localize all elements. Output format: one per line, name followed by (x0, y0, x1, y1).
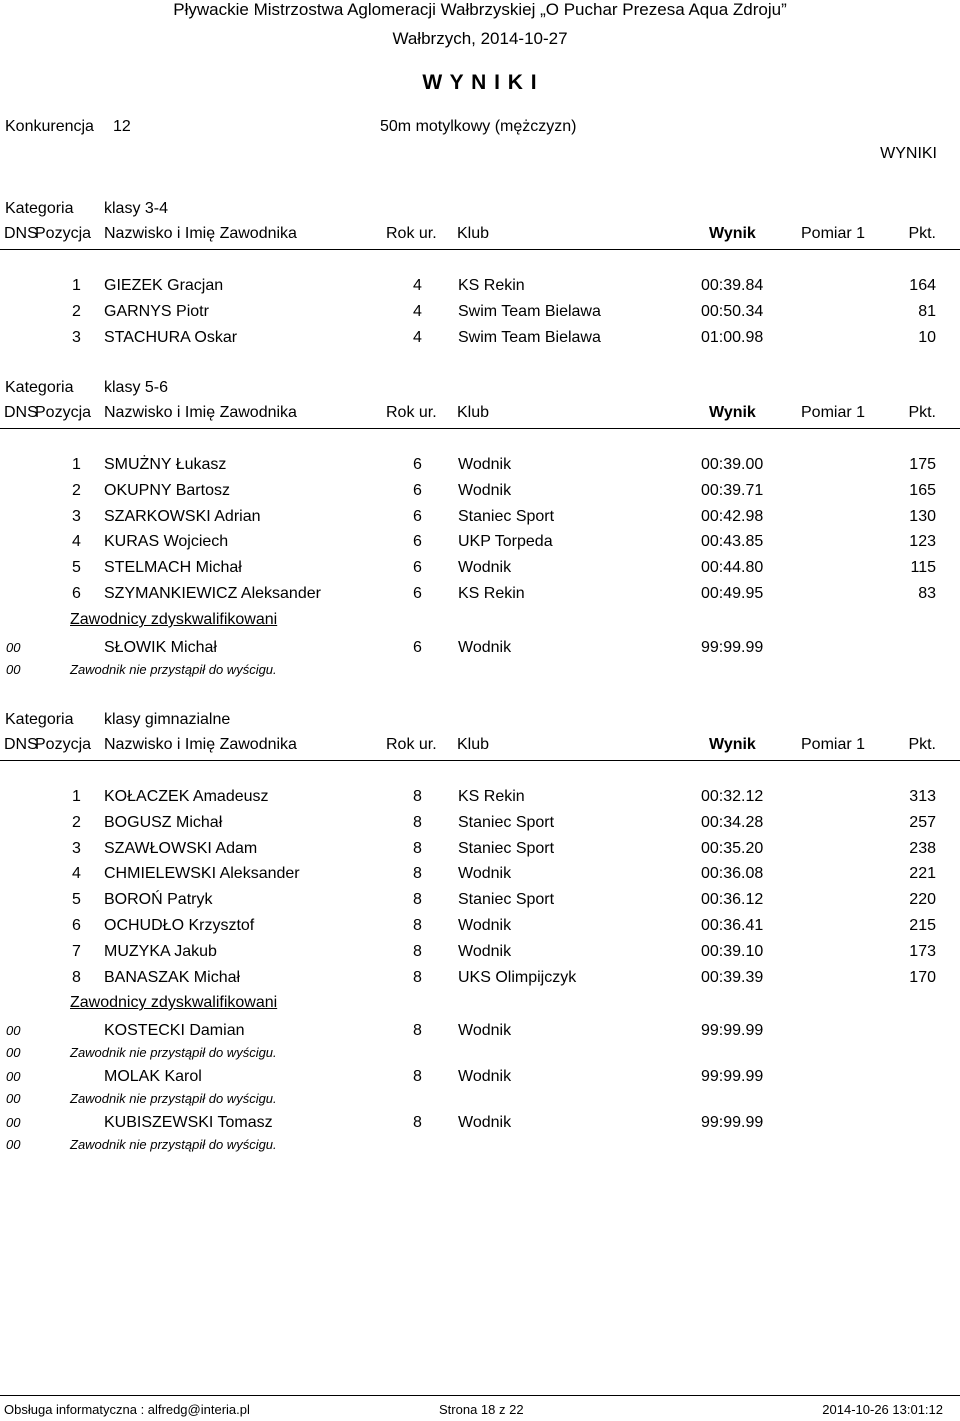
competition-title: Pływackie Mistrzostwa Aglomeracji Wałbrzyskiej „O Puchar Prezesa Aqua Zdroju” (173, 0, 787, 19)
result-time: 00:39.71 (701, 482, 764, 499)
athlete-name: KOSTECKI Damian (104, 1022, 245, 1039)
athlete-club: Wodnik (458, 1114, 512, 1131)
athlete-club: Staniec Sport (458, 508, 555, 525)
result-position: 2 (72, 814, 81, 831)
category-label: Kategoria (5, 711, 74, 728)
dq-note: Zawodnik nie przystąpił do wyścigu. (70, 1045, 277, 1060)
athlete-club: Wodnik (458, 482, 512, 499)
dq-note-code: 00 (6, 1137, 21, 1152)
result-points: 220 (909, 891, 936, 908)
athlete-year: 8 (413, 917, 422, 934)
dq-code: 00 (6, 1023, 21, 1038)
athlete-year: 8 (413, 814, 422, 831)
athlete-club: Staniec Sport (458, 814, 555, 831)
result-position: 5 (72, 891, 81, 908)
result-time: 00:50.34 (701, 303, 764, 320)
footer-divider (0, 1395, 960, 1396)
dq-note: Zawodnik nie przystąpił do wyścigu. (70, 662, 277, 677)
column-header-result: Wynik (709, 404, 756, 421)
result-time: 00:43.85 (701, 533, 764, 550)
column-header-points: Pkt. (908, 736, 936, 753)
result-position: 7 (72, 943, 81, 960)
result-time: 00:36.41 (701, 917, 764, 934)
column-header-position: Pozycja (35, 404, 92, 421)
footer-contact: Obsługa informatyczna : alfredg@interia.pl (4, 1402, 250, 1417)
result-position: 8 (72, 969, 81, 986)
event-label: Konkurencja (5, 118, 94, 135)
athlete-year: 8 (413, 1022, 422, 1039)
result-position: 1 (72, 788, 81, 805)
result-points: 215 (909, 917, 936, 934)
result-time: 00:39.84 (701, 277, 764, 294)
athlete-name: SZARKOWSKI Adrian (104, 508, 261, 525)
athlete-year: 6 (413, 456, 422, 473)
event-number: 12 (113, 118, 131, 135)
athlete-club: Wodnik (458, 1068, 512, 1085)
athlete-year: 6 (413, 508, 422, 525)
result-position: 3 (72, 840, 81, 857)
column-header-dns: DNS (4, 225, 38, 242)
athlete-name: CHMIELEWSKI Aleksander (104, 865, 300, 882)
column-header-result: Wynik (709, 736, 756, 753)
result-points: 313 (909, 788, 936, 805)
column-header-club: Klub (457, 404, 490, 421)
athlete-club: Wodnik (458, 1022, 512, 1039)
dq-note-code: 00 (6, 662, 21, 677)
athlete-club: UKP Torpeda (458, 533, 553, 550)
athlete-name: BOROŃ Patryk (104, 891, 213, 908)
athlete-year: 6 (413, 482, 422, 499)
athlete-club: Wodnik (458, 943, 512, 960)
result-time: 00:36.12 (701, 891, 764, 908)
athlete-name: STELMACH Michał (104, 559, 242, 576)
column-header-points: Pkt. (908, 225, 936, 242)
athlete-name: MUZYKA Jakub (104, 943, 217, 960)
column-header-position: Pozycja (35, 225, 92, 242)
athlete-club: Wodnik (458, 456, 512, 473)
athlete-name: SMUŻNY Łukasz (104, 456, 227, 473)
athlete-name: BOGUSZ Michał (104, 814, 223, 831)
athlete-name: MOLAK Karol (104, 1068, 202, 1085)
athlete-name: STACHURA Oskar (104, 329, 238, 346)
result-time: 01:00.98 (701, 329, 764, 346)
column-header-club: Klub (457, 736, 490, 753)
athlete-year: 8 (413, 969, 422, 986)
footer-page-number: Strona 18 z 22 (439, 1402, 524, 1417)
column-header-split: Pomiar 1 (801, 225, 866, 242)
result-position: 4 (72, 865, 81, 882)
column-header-year: Rok ur. (386, 736, 437, 753)
dq-note-code: 00 (6, 1045, 21, 1060)
athlete-year: 8 (413, 943, 422, 960)
athlete-year: 8 (413, 1114, 422, 1131)
result-points: 170 (909, 969, 936, 986)
result-points: 81 (918, 303, 936, 320)
athlete-name: GARNYS Piotr (104, 303, 209, 320)
result-points: 10 (918, 329, 936, 346)
result-points: 123 (909, 533, 936, 550)
result-points: 175 (909, 456, 936, 473)
result-position: 2 (72, 482, 81, 499)
result-time: 00:39.00 (701, 456, 764, 473)
result-time: 99:99.99 (701, 1068, 764, 1085)
athlete-name: OCHUDŁO Krzysztof (104, 917, 255, 934)
result-time: 00:34.28 (701, 814, 764, 831)
athlete-year: 6 (413, 559, 422, 576)
result-time: 00:32.12 (701, 788, 764, 805)
result-time: 00:36.08 (701, 865, 764, 882)
athlete-year: 6 (413, 585, 422, 602)
athlete-name: KURAS Wojciech (104, 533, 229, 550)
athlete-club: Wodnik (458, 639, 512, 656)
dq-code: 00 (6, 640, 21, 655)
result-position: 6 (72, 917, 81, 934)
column-header-split: Pomiar 1 (801, 404, 866, 421)
dq-note-code: 00 (6, 1091, 21, 1106)
result-time: 00:35.20 (701, 840, 764, 857)
athlete-name: OKUPNY Bartosz (104, 482, 230, 499)
column-header-divider (0, 428, 960, 429)
result-position: 4 (72, 533, 81, 550)
result-points: 221 (909, 865, 936, 882)
athlete-name: SZAWŁOWSKI Adam (104, 840, 258, 857)
athlete-club: Staniec Sport (458, 840, 555, 857)
result-points: 165 (909, 482, 936, 499)
category-name: klasy gimnazialne (104, 711, 231, 728)
result-time: 99:99.99 (701, 639, 764, 656)
dq-code: 00 (6, 1115, 21, 1130)
athlete-club: KS Rekin (458, 788, 525, 805)
results-title: W Y N I K I (422, 71, 538, 94)
result-position: 2 (72, 303, 81, 320)
column-header-dns: DNS (4, 736, 38, 753)
result-position: 6 (72, 585, 81, 602)
athlete-club: Staniec Sport (458, 891, 555, 908)
competition-date-place: Wałbrzych, 2014-10-27 (392, 29, 568, 48)
column-header-split: Pomiar 1 (801, 736, 866, 753)
athlete-year: 4 (413, 329, 422, 346)
disqualified-heading: Zawodnicy zdyskwalifikowani (70, 611, 278, 628)
dq-note: Zawodnik nie przystąpił do wyścigu. (70, 1091, 277, 1106)
category-name: klasy 5-6 (104, 379, 169, 396)
column-header-year: Rok ur. (386, 404, 437, 421)
athlete-club: KS Rekin (458, 277, 525, 294)
athlete-year: 6 (413, 639, 422, 656)
category-label: Kategoria (5, 379, 74, 396)
result-time: 00:42.98 (701, 508, 764, 525)
athlete-club: UKS Olimpijczyk (458, 969, 577, 986)
column-header-name: Nazwisko i Imię Zawodnika (104, 736, 297, 753)
event-name: 50m motylkowy (mężczyzn) (380, 118, 577, 135)
result-position: 1 (72, 277, 81, 294)
athlete-name: SŁOWIK Michał (104, 639, 217, 656)
column-header-club: Klub (457, 225, 490, 242)
athlete-year: 4 (413, 303, 422, 320)
result-points: 164 (909, 277, 936, 294)
column-header-name: Nazwisko i Imię Zawodnika (104, 225, 297, 242)
dq-code: 00 (6, 1069, 21, 1084)
column-header-divider (0, 760, 960, 761)
athlete-club: Wodnik (458, 559, 512, 576)
athlete-name: BANASZAK Michał (104, 969, 241, 986)
athlete-year: 4 (413, 277, 422, 294)
dq-note: Zawodnik nie przystąpił do wyścigu. (70, 1137, 277, 1152)
athlete-club: Wodnik (458, 917, 512, 934)
athlete-club: Swim Team Bielawa (458, 329, 601, 346)
athlete-club: Swim Team Bielawa (458, 303, 601, 320)
column-header-result: Wynik (709, 225, 756, 242)
athlete-year: 8 (413, 788, 422, 805)
result-time: 99:99.99 (701, 1114, 764, 1131)
result-position: 3 (72, 508, 81, 525)
athlete-year: 8 (413, 840, 422, 857)
athlete-name: KOŁACZEK Amadeusz (104, 788, 269, 805)
athlete-club: KS Rekin (458, 585, 525, 602)
category-label: Kategoria (5, 200, 74, 217)
result-position: 3 (72, 329, 81, 346)
footer-timestamp: 2014-10-26 13:01:12 (822, 1402, 943, 1417)
result-points: 257 (909, 814, 936, 831)
athlete-club: Wodnik (458, 865, 512, 882)
result-position: 5 (72, 559, 81, 576)
athlete-year: 8 (413, 865, 422, 882)
result-points: 115 (910, 559, 936, 576)
column-header-position: Pozycja (35, 736, 92, 753)
athlete-name: SZYMANKIEWICZ Aleksander (104, 585, 321, 602)
athlete-year: 8 (413, 891, 422, 908)
result-points: 83 (918, 585, 936, 602)
column-header-year: Rok ur. (386, 225, 437, 242)
result-time: 00:49.95 (701, 585, 764, 602)
column-header-points: Pkt. (908, 404, 936, 421)
column-header-divider (0, 249, 960, 250)
column-header-name: Nazwisko i Imię Zawodnika (104, 404, 297, 421)
column-header-dns: DNS (4, 404, 38, 421)
athlete-name: GIEZEK Gracjan (104, 277, 224, 294)
category-name: klasy 3-4 (104, 200, 169, 217)
athlete-name: KUBISZEWSKI Tomasz (104, 1114, 273, 1131)
results-right-label: WYNIKI (880, 145, 937, 162)
result-position: 1 (72, 456, 81, 473)
result-time: 99:99.99 (701, 1022, 764, 1039)
athlete-year: 6 (413, 533, 422, 550)
result-time: 00:39.10 (701, 943, 764, 960)
result-points: 130 (909, 508, 936, 525)
result-time: 00:39.39 (701, 969, 764, 986)
disqualified-heading: Zawodnicy zdyskwalifikowani (70, 994, 278, 1011)
athlete-year: 8 (413, 1068, 422, 1085)
result-points: 238 (909, 840, 936, 857)
result-points: 173 (909, 943, 936, 960)
result-time: 00:44.80 (701, 559, 764, 576)
